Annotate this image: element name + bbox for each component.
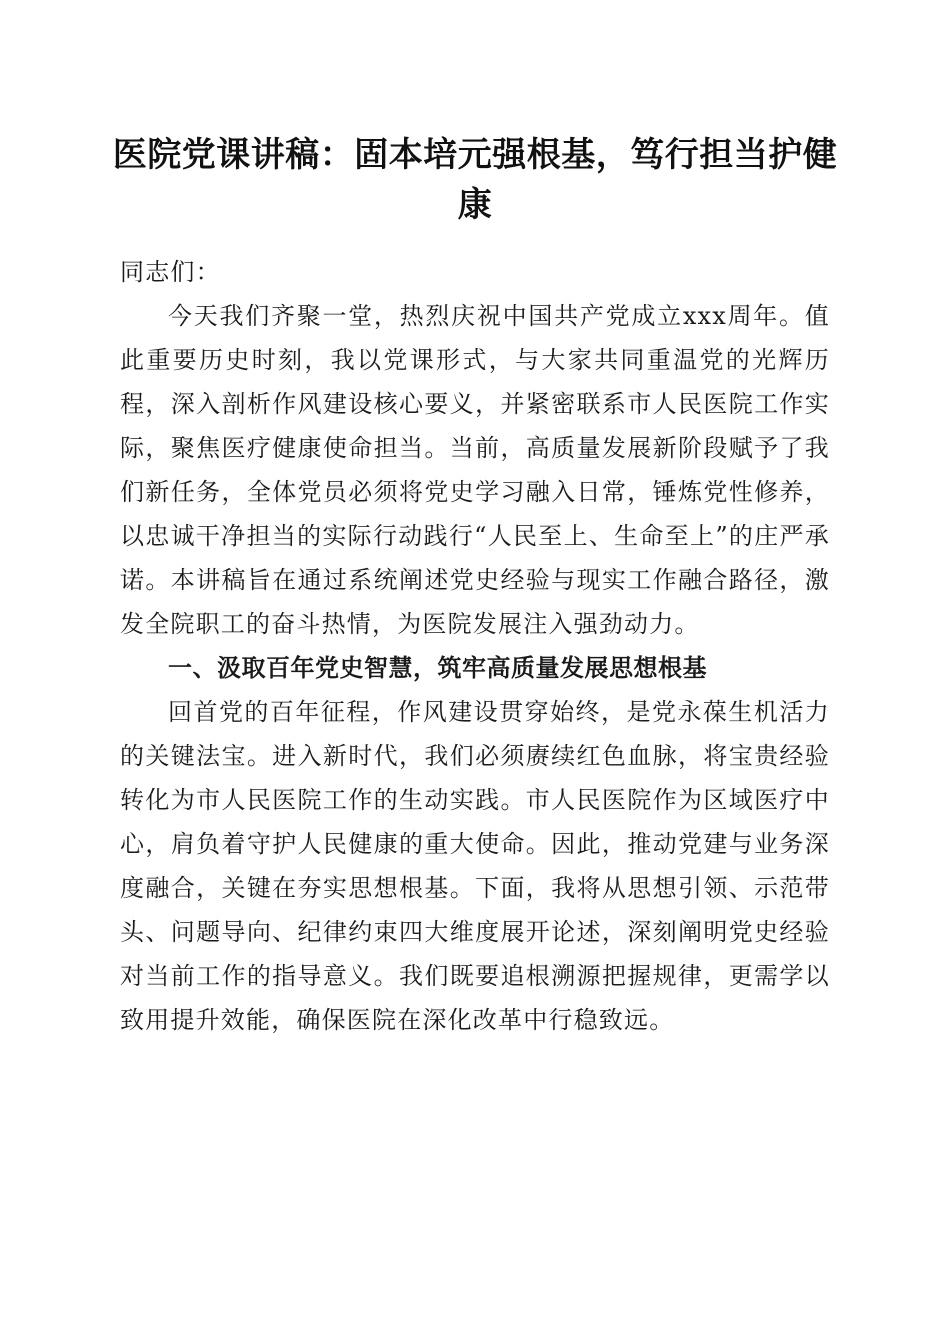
section-heading-1: 一、汲取百年党史智慧，筑牢高质量发展思想根基	[168, 654, 707, 682]
document-body	[120, 250, 830, 1042]
greeting: 同志们：	[120, 258, 221, 286]
paragraph-intro: 今天我们齐聚一堂，热烈庆祝中国共产党成立xxx周年。值此重要历史时刻，我以党课形式，与大家共同重温党的光辉历程，深入剖析作风建设核心要义，并紧密联系市人民医院工作实际，聚焦医疗健康使命担当。当前，高质量发展新阶段赋予了我们新任务，全体党员必须将党史学习融入日常，锤炼党性修养，以忠诚干净担当的实际行动践行“人民至上、生命至上”的庄严承诺。本讲稿旨在通过系统阐述党史经验与现实工作融合路径，激发全院职工的奋斗热情，为医院发展注入强劲动力。	[120, 302, 830, 638]
paragraph-section-1: 回首党的百年征程，作风建设贯穿始终，是党永葆生机活力的关键法宝。进入新时代，我们必须赓续红色血脉，将宝贵经验转化为市人民医院工作的生动实践。市人民医院作为区域医疗中心，肩负着守护人民健康的重大使命。因此，推动党建与业务深度融合，关键在夯实思想根基。下面，我将从思想引领、示范带头、问题导向、纪律约束四大维度展开论述，深刻阐明党史经验对当前工作的指导意义。我们既要追根溯源把握规律，更需学以致用提升效能，确保医院在深化改革中行稳致远。	[120, 698, 830, 1034]
document-title: 医院党课讲稿：固本培元强根基，笃行担当护健康	[112, 135, 838, 225]
